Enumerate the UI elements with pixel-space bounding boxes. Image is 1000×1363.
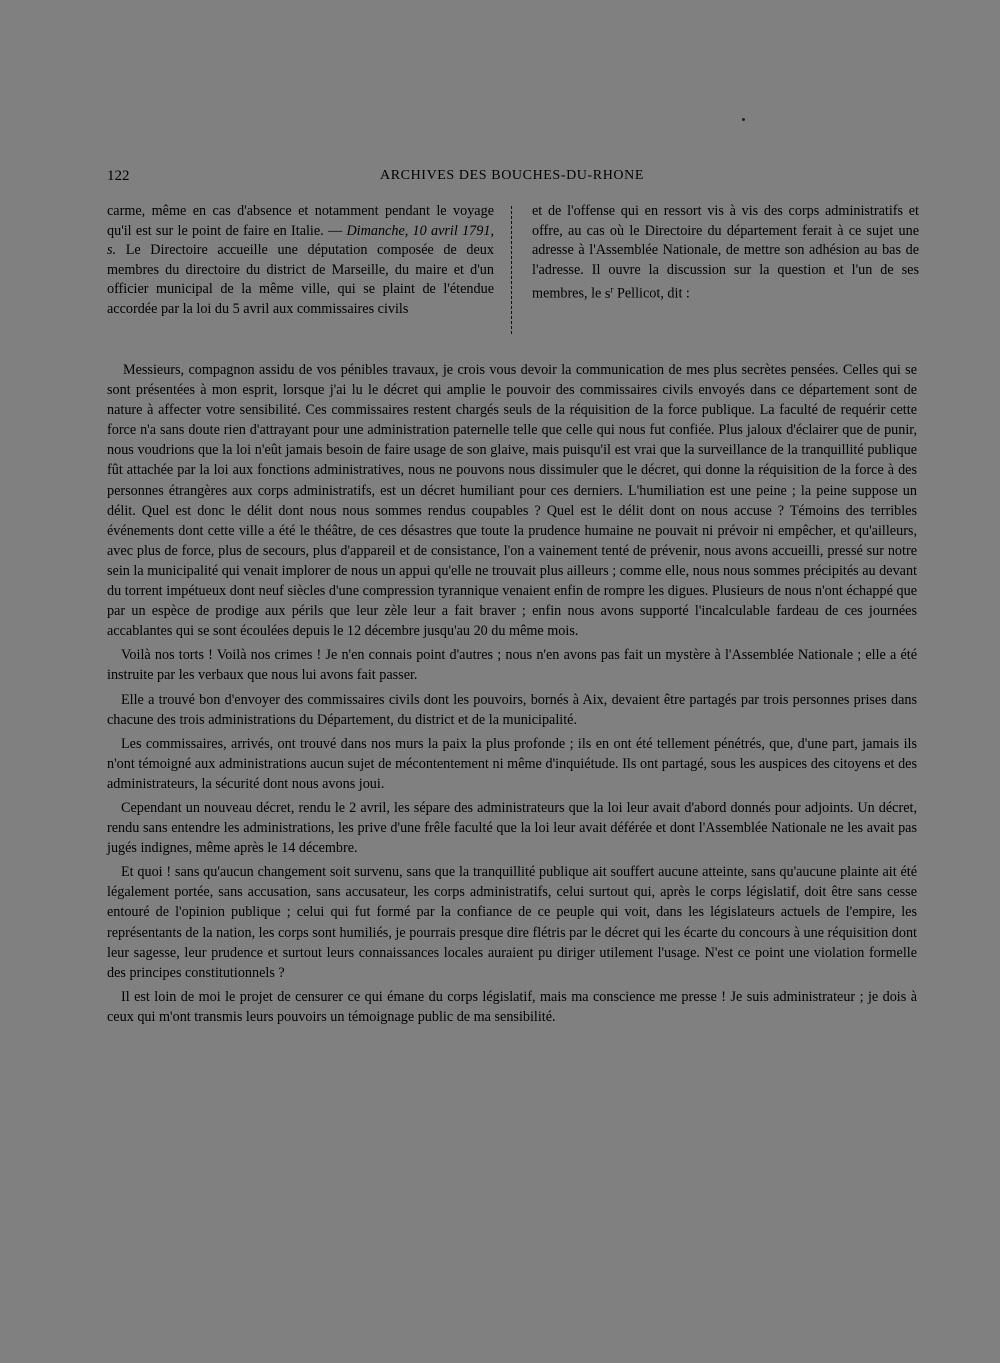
speech-paragraph: Messieurs, compagnon assidu de vos pénibles travaux, je crois vous devoir la communication de mes plus secrètes pensées. Celles qui se sont présentées à mon esprit, lorsque j'ai lu le décret qui amplie le pouvoir des commissaires civils envoyés dans ce département sont de nature à affecter votre sensibilité. Ces commissaires restent chargés seuls de la réquisition de la force publique. La faculté de requérir cette force n'a sans doute rien d'attrayant pour une administration paternelle telle que celle qui nous fut confiée. Plus jaloux d'éclairer que de punir, nous voudrions que la loi n'eût jamais besoin de faire usage de son glaive, mais puisqu'il est vrai que la surveillance de la tranquillité publique fût attachée par la loi aux fonctions administratives, nous ne pouvons nous dissimuler que le décret, qui donne la réquisition de la force à des personnes étrangères aux corps administratifs, est un décret humiliant pour ces derniers. L'humiliation est une peine ; la peine suppose un délit. Quel est donc le délit dont nous nous sommes rendus coupables ? Quel est le délit dont on nous accuse ? Témoins des terribles événements dont cette ville a été le théâtre, de ces désastres que toute la prudence humaine ne pouvait ni prévoir ni empêcher, et qu'ailleurs, avec plus de force, plus de secours, plus d'appareil et de consistance, l'on a vainement tenté de prévenir, nous avons accueilli, pressé sur notre sein la municipalité qui venait implorer de nous un appui qu'elle ne trouvait plus ailleurs ; comme elle, nous nous sommes précipités au devant du torrent impétueux dont neuf siècles d'une compression tyrannique venaient enfin de rompre les digues. Plusieurs de nous n'ont échappé que par un espèce de prodige aux périls que leur zèle leur a fait braver ; enfin nous avons supporté l'incalculable fardeau de ces journées accablantes qui se sont écoulées depuis le 12 décembre jusqu'au 20 du même mois. [107,362,917,640]
right-column-part1: et de l'offense qui en ressort vis à vis des corps administratifs et offre, au cas où le Directoire du département ferait à ce sujet une adresse à l'Assemblée Nationale, de mettre son adhésion au bas de l'adresse. Il ouvre la discussion sur la question et l'un de ses membres, le [532,203,919,303]
title-abbreviation-superscript: r [610,284,614,295]
speech-paragraph: Les commissaires, arrivés, ont trouvé dans nos murs la paix la plus profonde ; ils en ont été tellement pénétrés, que, d'une part, jamais ils n'ont témoigné aux administrations aucun sujet de mécontentement ni même d'inquiétude. Ils ont partagé, sous les auspices des citoyens et des administrateurs, la sécurité dont nous avons joui. [107,735,917,792]
right-column [532,202,919,305]
speech-paragraph: Voilà nos torts ! Voilà nos crimes ! Je n'en connais point d'autres ; nous n'en avons pas fait un mystère à l'Assemblée Nationale ; elle a été instruite par les verbaux que nous lui avons fait passer. [107,647,917,684]
right-column-text [532,202,919,305]
stray-mark [742,118,745,121]
speech-paragraph: Et quoi ! sans qu'aucun changement soit survenu, sans que la tranquillité publique ait souffert aucune atteinte, sans qu'aucune plainte ait été légalement portée, sans accusation, sans accusateur, les corps administratifs, celui surtout qui, après le corps législatif, doit être sans cesse entouré de l'opinion publique ; celui qui fut formé par la confiance de ce peuple qui voit, dans les législateurs actuels de l'empire, les représentants de la nation, les corps sont humiliés, je pourrais presque dire flétris par le décret qui les écarte du concours à une réquisition dont leur sagesse, leur prudence et surtout leurs connaissances locales auraient pu diriger utilement l'usage. N'est ce point une violation formelle des principes constitutionnels ? [107,864,918,981]
speech-paragraph: Il est loin de moi le projet de censurer ce qui émane du corps législatif, mais ma conscience me presse ! Je suis administrateur ; je dois à ceux qui m'ont transmis leurs pouvoirs un témoignage public de ma sensibilité. [107,988,917,1025]
page-number: 122 [107,168,130,184]
page-header [107,168,917,190]
column-divider [511,206,513,334]
speech-paragraph: Elle a trouvé bon d'envoyer des commissaires civils dont les pouvoirs, bornés à Aix, devaient être partagés par trois personnes prises dans chacune des trois administrations du Département, du district et de la municipalité. [107,691,917,728]
two-column-section [107,202,919,342]
running-title: ARCHIVES DES BOUCHES-DU-RHONE [380,168,644,183]
speech-paragraph: Cependant un nouveau décret, rendu le 2 avril, les sépare des administrateurs que la loi leur avait d'abord donnés pour adjoints. Un décret, rendu sans entendre les administrations, les prive d'une frêle faculté que la loi leur avait déférée et dont l'Assemblée Nationale ne les avait pas jugés indignes, même après le 14 décembre. [107,799,917,857]
title-abbreviation [605,286,614,302]
left-column-part2: Le Directoire accueille une députation composée de deux membres du directoire du district de Marseille, du maire et d'un officier municipal de la même ville, qui se plaint de l'étendue accordée par la loi du 5 avril aux commissaires civils [107,242,494,317]
session-date: Dimanche, 10 avril 1791, s. [107,222,494,259]
speech-body [107,360,917,1031]
title-abbreviation-base: s [604,286,611,303]
left-column-part1: carme, même en cas d'absence et notamment pendant le voyage qu'il est sur le point de faire en Italie. — [107,203,494,239]
left-column-text [107,202,494,320]
right-column-part2: Pellicot, dit : [616,286,690,303]
left-column [107,202,494,320]
